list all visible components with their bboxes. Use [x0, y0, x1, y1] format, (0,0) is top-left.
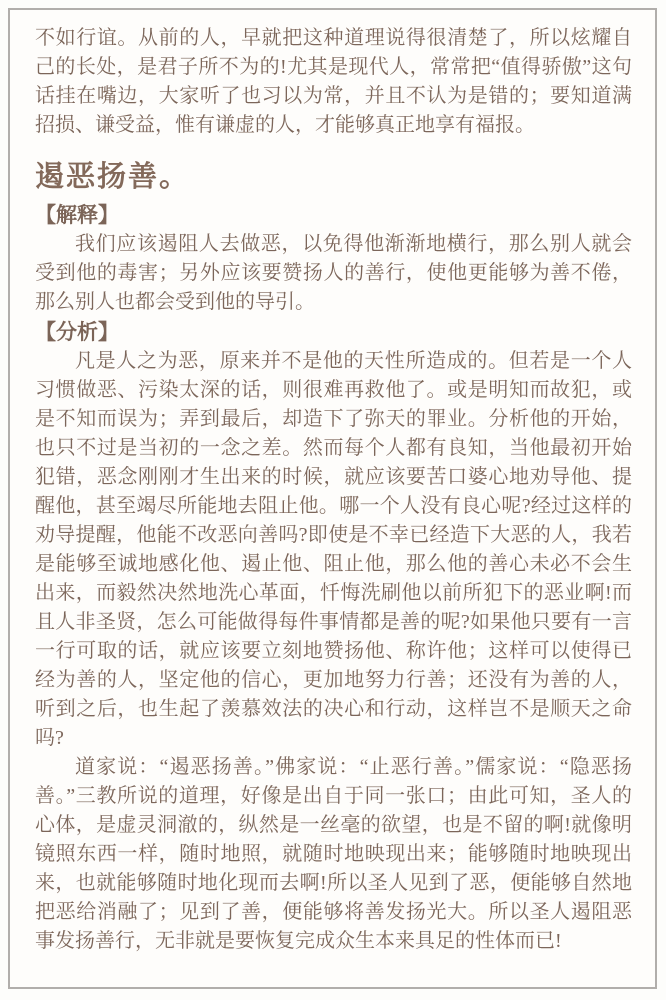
- explanation-paragraph: 我们应该遏阻人去做恶，以免得他渐渐地横行，那么别人就会受到他的毒害；另外应该要赞扬人的善行，使他更能够为善不倦，那么别人也都会受到他的导引。: [35, 233, 632, 313]
- page-content: [35, 24, 632, 956]
- section-title: 遏恶扬善。: [35, 161, 191, 193]
- intro-continuation-paragraph: 不如行谊。从前的人，早就把这种道理说得很清楚了，所以炫耀自己的长处，是君子所不为的!尤其是现代人，常常把“值得骄傲”这句话挂在嘴边，大家听了也习以为常，并且不认为是错的；要知道满招损、谦受益，惟有谦虚的人，才能够真正地享有福报。: [35, 27, 632, 136]
- analysis-label: 【分析】: [35, 320, 119, 344]
- analysis-paragraph-2: 道家说：“遏恶扬善。”佛家说：“止恶行善。”儒家说：“隐恶扬善。”三教所说的道理，好像是出自于同一张口；由此可知，圣人的心体，是虚灵洞澈的，纵然是一丝毫的欲望，也是不留的啊!就像明镜照东西一样，随时地照，就随时地映现出来；能够随时地映现出来，也就能够随时地化现而去啊!所以圣人见到了恶，便能够自然地把恶给消融了；见到了善，便能够将善发扬光大。所以圣人遏阻恶事发扬善行，无非就是要恢复完成众生本来具足的性体而已!: [35, 756, 632, 952]
- explanation-label: 【解释】: [35, 203, 119, 227]
- analysis-paragraph-1: 凡是人之为恶，原来并不是他的天性所造成的。但若是一个人习惯做恶、污染太深的话，则很难再救他了。或是明知而故犯，或是不知而误为；弄到最后，却造下了弥天的罪业。分析他的开始，也只不过是当初的一念之差。然而每个人都有良知，当他最初开始犯错，恶念刚刚才生出来的时候，就应该要苦口婆心地劝导他、提醒他，甚至竭尽所能地去阻止他。哪一个人没有良心呢?经过这样的劝导提醒，他能不改恶向善吗?即使是不幸已经造下大恶的人，我若是能够至诚地感化他、遏止他、阻止他，那么他的善心未必不会生出来，而毅然决然地洗心革面，忏悔洗刷他以前所犯下的恶业啊!而且人非圣贤，怎么可能做得每件事情都是善的呢?如果他只要有一言一行可取的话，就应该要立刻地赞扬他、称许他；这样可以使得已经为善的人，坚定他的信心，更加地努力行善；还没有为善的人，听到之后，也生起了羡慕效法的决心和行动，这样岂不是顺天之命吗?: [35, 350, 632, 749]
